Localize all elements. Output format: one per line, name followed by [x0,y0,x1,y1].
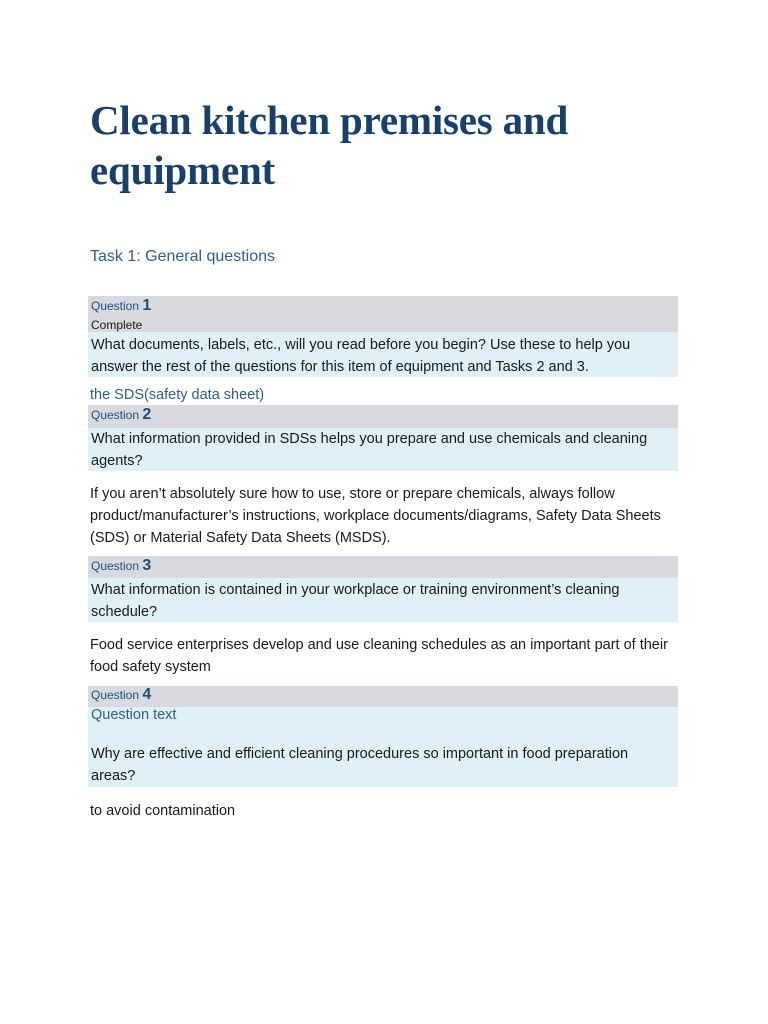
page-title: Clean kitchen premises and equipment [90,97,569,193]
answer-4: to avoid contamination [90,803,236,819]
question-label-text: Question [91,408,140,422]
question-number: 1 [142,297,152,314]
question-label-text: Question [91,688,140,702]
question-label-text: Question [91,299,140,313]
question-1-header [88,296,678,332]
question-2-label [91,407,151,423]
question-number: 3 [142,557,152,574]
question-number: 2 [142,406,152,423]
question-4-text: Why are effective and efficient cleaning procedures so important in food preparation areas? [91,746,629,784]
task-heading: Task 1: General questions [90,248,275,265]
answer-2: If you aren’t absolutely sure how to use, store or prepare chemicals, always follow product/manufacturer’s instructions, workplace documents/diagrams, Safety Data Sheets (SDS) or Material Safety Data Sheets (MSDS). [90,486,661,546]
answer-3: Food service enterprises develop and use cleaning schedules as an important part of their food safety system [90,637,668,675]
question-1-label [91,298,151,314]
question-3-text: What information is contained in your workplace or training environment’s cleaning schedule? [91,582,620,620]
question-number: 4 [142,686,152,703]
question-4-label [91,687,151,703]
question-1-text: What documents, labels, etc., will you read before you begin? Use these to help you answer the rest of the questions for this item of equipment and Tasks 2 and 3. [91,337,631,375]
question-4-header [88,686,678,707]
answer-1: the SDS(safety data sheet) [90,387,265,403]
question-3-header [88,556,678,578]
question-text-label: Question text [91,707,177,723]
question-3-label [91,558,151,574]
question-state: Complete [91,318,143,332]
question-2-header [88,405,678,428]
question-2-text: What information provided in SDSs helps you prepare and use chemicals and cleaning agents? [91,431,648,469]
question-label-text: Question [91,559,140,573]
